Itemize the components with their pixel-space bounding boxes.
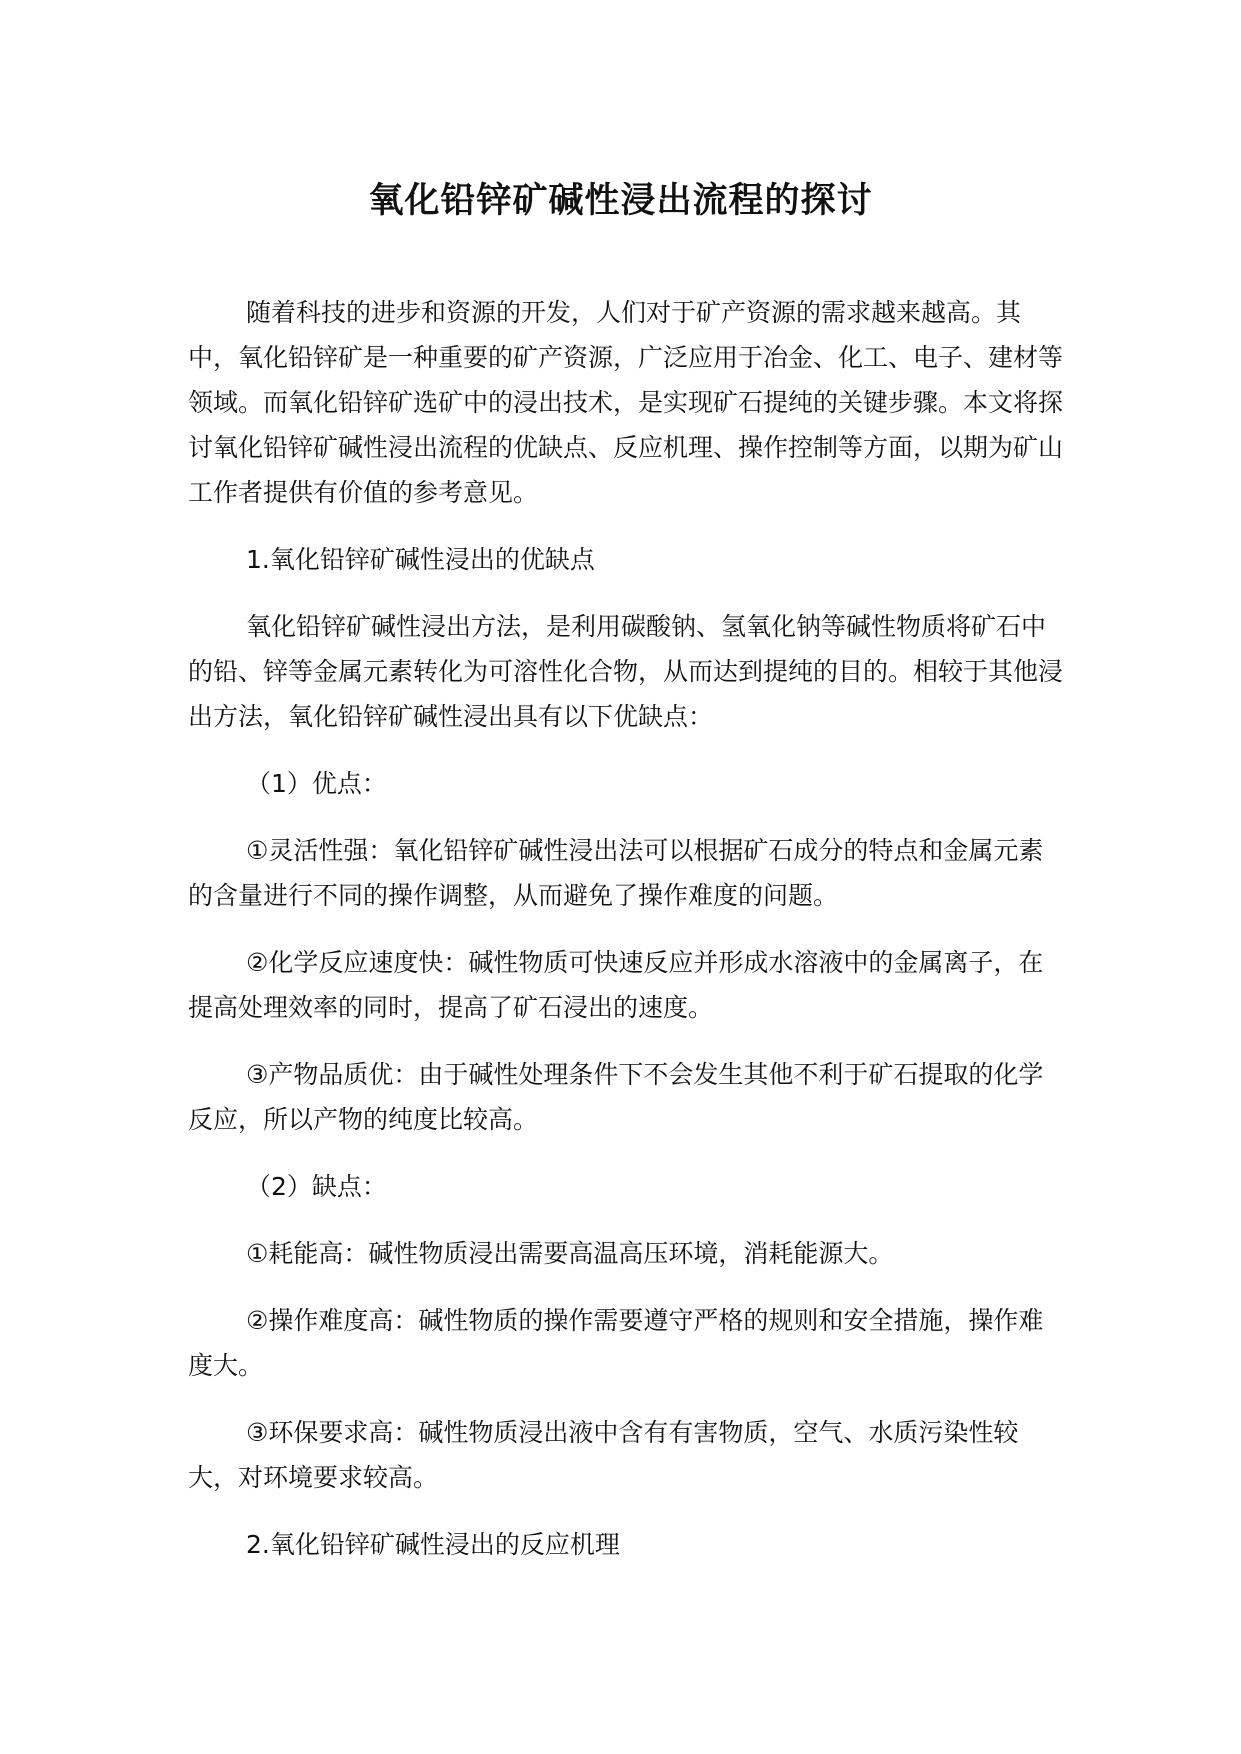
disadvantage-item-2: ②操作难度高：碱性物质的操作需要遵守严格的规则和安全措施，操作难度大。: [188, 1306, 1044, 1380]
disadvantage-item-3: ③环保要求高：碱性物质浸出液中含有有害物质，空气、水质污染性较大，对环境要求较高。: [188, 1418, 1019, 1492]
disadvantages-heading: （2）缺点：: [246, 1172, 387, 1201]
section-heading-2: 2.氧化铅锌矿碱性浸出的反应机理: [246, 1530, 620, 1559]
disadvantage-item-1: ①耗能高：碱性物质浸出需要高温高压环境，消耗能源大。: [246, 1239, 894, 1268]
intro-paragraph: 随着科技的进步和资源的开发，人们对于矿产资源的需求越来越高。其中，氧化铅锌矿是一种重要的矿产资源，广泛应用于冶金、化工、电子、建材等领域。而氧化铅锌矿选矿中的浸出技术，是实现矿石提纯的关键步骤。本文将探讨氧化铅锌矿碱性浸出流程的优缺点、反应机理、操作控制等方面，以期为矿山工作者提供有价值的参考意见。: [188, 298, 1064, 507]
advantage-item-3: ③产物品质优：由于碱性处理条件下不会发生其他不利于矿石提取的化学反应，所以产物的纯度比较高。: [188, 1060, 1044, 1134]
document-title: 氧化铅锌矿碱性浸出流程的探讨: [368, 181, 873, 221]
section-heading-1: 1.氧化铅锌矿碱性浸出的优缺点: [246, 545, 595, 574]
advantages-heading: （1）优点：: [246, 769, 387, 798]
advantage-item-2: ②化学反应速度快：碱性物质可快速反应并形成水溶液中的金属离子，在提高处理效率的同时，提高了矿石浸出的速度。: [188, 948, 1044, 1022]
advantage-item-1: ①灵活性强：氧化铅锌矿碱性浸出法可以根据矿石成分的特点和金属元素的含量进行不同的操作调整，从而避免了操作难度的问题。: [188, 836, 1044, 910]
document-body: [188, 290, 1068, 1589]
method-paragraph: 氧化铅锌矿碱性浸出方法，是利用碳酸钠、氢氧化钠等碱性物质将矿石中的铅、锌等金属元素转化为可溶性化合物，从而达到提纯的目的。相较于其他浸出方法，氧化铅锌矿碱性浸出具有以下优缺点：: [188, 612, 1064, 731]
